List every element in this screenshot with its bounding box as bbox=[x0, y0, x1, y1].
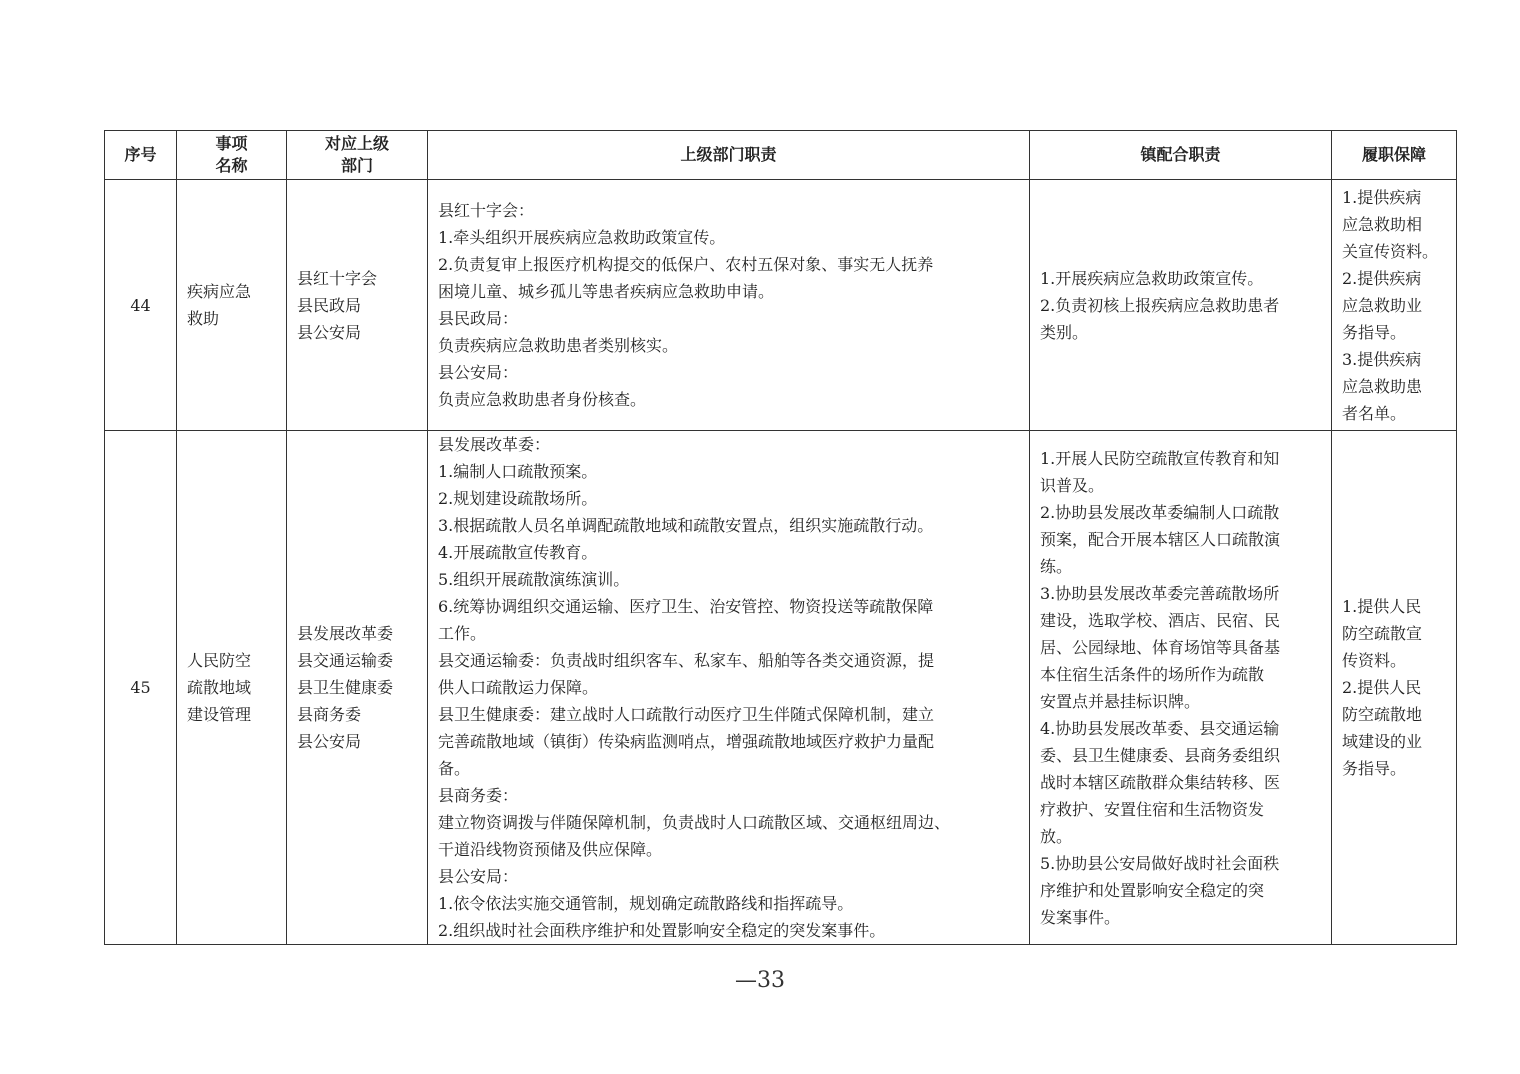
row-item-name: 人民防空 疏散地域 建设管理 bbox=[177, 431, 287, 945]
duty-table bbox=[104, 130, 1457, 945]
header-upper-dept: 对应上级 部门 bbox=[287, 131, 428, 180]
row-seq: 44 bbox=[105, 180, 177, 431]
row-upper-dept: 县红十字会 县民政局 县公安局 bbox=[287, 180, 428, 431]
row-upper-duty: 县红十字会： 1.牵头组织开展疾病应急救助政策宣传。 2.负责复审上报医疗机构提交的低保户、农村五保对象、事实无人抚养 困境儿童、城乡孤儿等患者疾病应急救助申请。 县民政局： 负责疾病应急救助患者类别核实。 县公安局： 负责应急救助患者身份核查。 bbox=[428, 180, 1030, 431]
row-guarantee: 1.提供疾病 应急救助相 关宣传资料。 2.提供疾病 应急救助业 务指导。 3.提供疾病 应急救助患 者名单。 bbox=[1332, 180, 1457, 431]
header-town-duty: 镇配合职责 bbox=[1030, 131, 1332, 180]
header-seq: 序号 bbox=[105, 131, 177, 180]
page-number: —33 bbox=[735, 968, 785, 993]
header-upper-duty: 上级部门职责 bbox=[428, 131, 1030, 180]
row-seq: 45 bbox=[105, 431, 177, 945]
header-item-name: 事项 名称 bbox=[177, 131, 287, 180]
header-guarantee: 履职保障 bbox=[1332, 131, 1457, 180]
row-upper-duty: 县发展改革委： 1.编制人口疏散预案。 2.规划建设疏散场所。 3.根据疏散人员名单调配疏散地域和疏散安置点，组织实施疏散行动。 4.开展疏散宣传教育。 5.组织开展疏散演练演训。 6.统筹协调组织交通运输、医疗卫生、治安管控、物资投送等疏散保障 工作。 县交通运输委：负责战时组织客车、私家车、船舶等各类交通资源，提 供人口疏散运力保障。 县卫生健康委：建立战时人口疏散行动医疗卫生伴随式保障机制，建立 完善疏散地域（镇街）传染病监测哨点，增强疏散地域医疗救护力量配 备。 县商务委： 建立物资调拨与伴随保障机制，负责战时人口疏散区域、交通枢纽周边、 干道沿线物资预储及供应保障。 县公安局： 1.依令依法实施交通管制，规划确定疏散路线和指挥疏导。 2.组织战时社会面秩序维护和处置影响安全稳定的突发案事件。 bbox=[428, 431, 1030, 945]
row-item-name: 疾病应急 救助 bbox=[177, 180, 287, 431]
header-row bbox=[105, 131, 1457, 180]
row-upper-dept: 县发展改革委 县交通运输委 县卫生健康委 县商务委 县公安局 bbox=[287, 431, 428, 945]
table-row bbox=[105, 180, 1457, 431]
table-row bbox=[105, 431, 1457, 945]
row-town-duty: 1.开展疾病应急救助政策宣传。 2.负责初核上报疾病应急救助患者 类别。 bbox=[1030, 180, 1332, 431]
row-town-duty: 1.开展人民防空疏散宣传教育和知 识普及。 2.协助县发展改革委编制人口疏散 预案，配合开展本辖区人口疏散演 练。 3.协助县发展改革委完善疏散场所 建设，选取学校、酒店、民宿、民 居、公园绿地、体育场馆等具备基 本住宿生活条件的场所作为疏散 安置点并悬挂标识牌。 4.协助县发展改革委、县交通运输 委、县卫生健康委、县商务委组织 战时本辖区疏散群众集结转移、医 疗救护、安置住宿和生活物资发 放。 5.协助县公安局做好战时社会面秩 序维护和处置影响安全稳定的突 发案事件。 bbox=[1030, 431, 1332, 945]
row-guarantee: 1.提供人民 防空疏散宣 传资料。 2.提供人民 防空疏散地 域建设的业 务指导。 bbox=[1332, 431, 1457, 945]
